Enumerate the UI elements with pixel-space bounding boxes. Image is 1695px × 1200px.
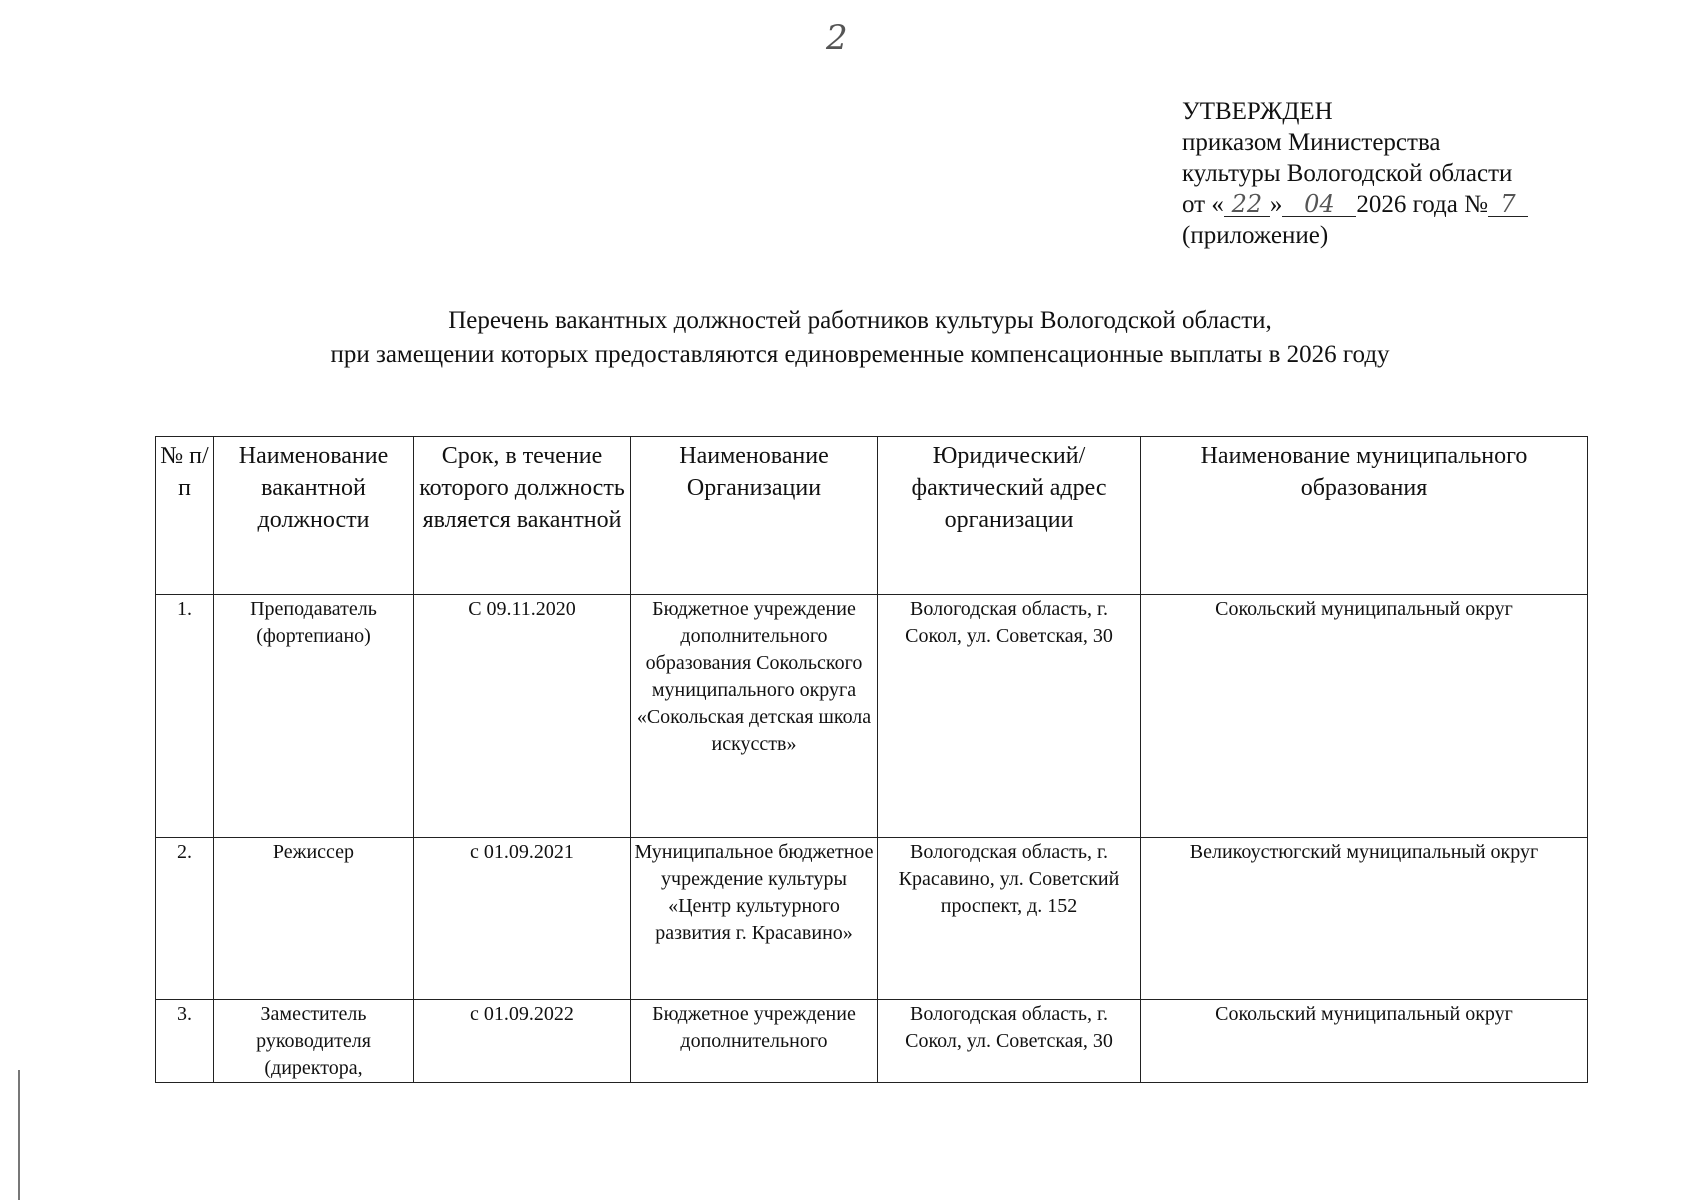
approval-line-2: культуры Вологодской области — [1182, 160, 1513, 187]
table-row — [156, 595, 1588, 838]
header-number: № п/п — [156, 437, 214, 595]
cell-since: С 09.11.2020 — [414, 595, 631, 838]
date-quote-close: » — [1269, 191, 1283, 218]
document-title-line-1: Перечень вакантных должностей работников культуры Вологодской области, — [448, 307, 1272, 334]
approval-stamp-block — [1182, 96, 1528, 251]
cell-address: Вологодская область, г. Сокол, ул. Советская, 30 — [878, 595, 1141, 838]
cell-address: Вологодская область, г. Красавино, ул. Советский проспект, д. 152 — [878, 838, 1141, 1000]
header-organization: Наименование Организации — [631, 437, 878, 595]
cell-number: 2. — [156, 838, 214, 1000]
cell-position: Заместитель руководителя (директора, — [214, 1000, 414, 1083]
cell-number: 3. — [156, 1000, 214, 1083]
document-title — [0, 304, 1695, 372]
cell-municipality: Сокольский муниципальный округ — [1141, 595, 1588, 838]
approval-line-1: приказом Министерства — [1182, 129, 1441, 156]
table-header-row — [156, 437, 1588, 595]
approval-annex: (приложение) — [1182, 222, 1329, 249]
table-row — [156, 1000, 1588, 1083]
cell-municipality: Великоустюгский муниципальный округ — [1141, 838, 1588, 1000]
header-municipality: Наименование муниципального образования — [1141, 437, 1588, 595]
date-year-text: 2026 года № — [1356, 191, 1488, 218]
order-number-handwritten: 7 — [1488, 192, 1528, 217]
scan-margin-mark — [18, 1070, 20, 1200]
header-position: Наименование вакантной должности — [214, 437, 414, 595]
table-row — [156, 838, 1588, 1000]
cell-position: Преподаватель (фортепиано) — [214, 595, 414, 838]
document-title-line-2: при замещении которых предоставляются единовременные компенсационные выплаты в 2026 году — [330, 341, 1390, 368]
cell-number: 1. — [156, 595, 214, 838]
cell-position: Режиссер — [214, 838, 414, 1000]
date-day-handwritten: 22 — [1224, 192, 1270, 217]
cell-since: с 01.09.2022 — [414, 1000, 631, 1083]
cell-municipality: Сокольский муниципальный округ — [1141, 1000, 1588, 1083]
date-month-handwritten: 04 — [1282, 192, 1356, 217]
header-vacancy-period: Срок, в течение которого должность является вакантной — [414, 437, 631, 595]
cell-organization: Бюджетное учреждение дополнительного — [631, 1000, 878, 1083]
header-address: Юридический/фактический адрес организации — [878, 437, 1141, 595]
cell-organization: Бюджетное учреждение дополнительного образования Сокольского муниципального округа «Сокольская детская школа искусств» — [631, 595, 878, 838]
vacancy-table — [155, 436, 1588, 1083]
approval-heading: УТВЕРЖДЕН — [1182, 98, 1333, 125]
cell-since: с 01.09.2021 — [414, 838, 631, 1000]
date-prefix: от « — [1182, 191, 1224, 218]
approval-date-line — [1182, 189, 1528, 220]
cell-organization: Муниципальное бюджетное учреждение культуры «Центр культурного развития г. Красавино» — [631, 838, 878, 1000]
page-number: 2 — [826, 18, 848, 58]
cell-address: Вологодская область, г. Сокол, ул. Советская, 30 — [878, 1000, 1141, 1083]
